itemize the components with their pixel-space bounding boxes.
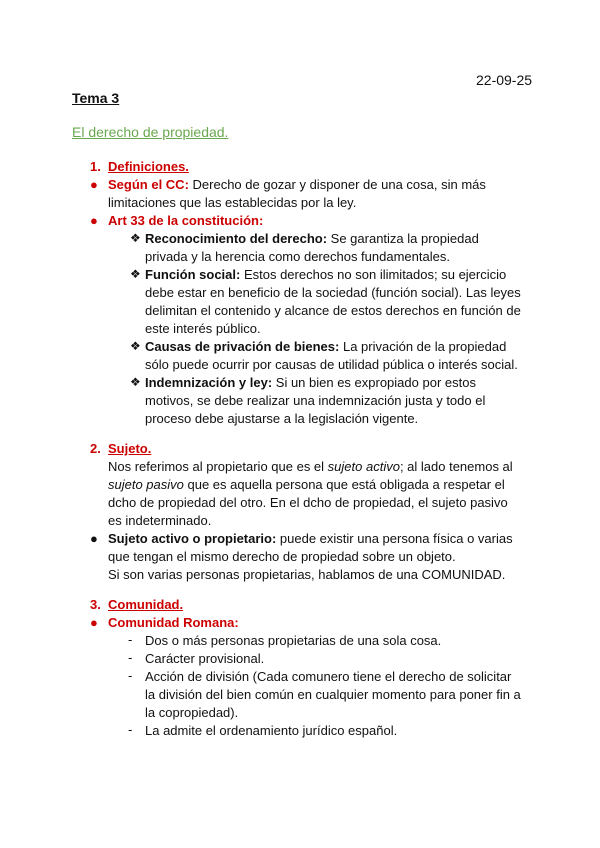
diamond-bullet-icon: ❖ [130,375,141,389]
sub-item-text: privada y la herencia como derechos fundamentales. [145,249,450,264]
dash-item-cont: la copropiedad). [145,705,239,720]
bullet-icon: ● [90,531,98,546]
diamond-bullet-icon: ❖ [130,339,141,353]
section-number: 2. [90,441,101,456]
sub-item-text: este interés público. [145,321,261,336]
dash-item-cont: la división del bien común en cualquier momento para poner fin a [145,687,521,702]
list-item-text: Si son varias personas propietarias, hablamos de una COMUNIDAD. [108,567,506,582]
diamond-bullet-icon: ❖ [130,267,141,281]
paragraph-line: es indeterminado. [108,513,212,528]
section-title-comunidad: Comunidad. [108,597,184,612]
list-item-sujeto-activo: Sujeto activo o propietario: puede existir una persona física o varias [108,531,513,546]
diamond-bullet-icon: ❖ [130,231,141,245]
section-title-definiciones: Definiciones. [108,159,189,174]
section-title-sujeto: Sujeto. [108,441,152,456]
topic-heading: Tema 3 [72,90,120,106]
dash-bullet-icon: - [128,650,133,665]
sub-item-indemnizacion: Indemnización y ley: Si un bien es expropiado por estos [145,375,476,390]
dash-item: Dos o más personas propietarias de una sola cosa. [145,633,442,648]
section-number: 1. [90,159,101,174]
sub-item-text: delimitan el contenido y alcance de estos derechos en función de [145,303,521,318]
list-item-comunidad-romana: Comunidad Romana: [108,615,239,630]
subject-title: El derecho de propiedad. [72,124,229,140]
sub-item-funcion-social: Función social: Estos derechos no son ilimitados; su ejercicio [145,267,507,282]
paragraph-line: Nos referimos al propietario que es el sujeto activo; al lado tenemos al [108,459,513,474]
sub-item-text: debe estar en beneficio de la sociedad (función social). Las leyes [145,285,521,300]
list-item-text: que tengan el mismo derecho de propiedad sobre un objeto. [108,549,456,564]
sub-item-reconocimiento: Reconocimiento del derecho: Se garantiza la propiedad [145,231,479,246]
document-date: 22-09-25 [476,72,533,88]
sub-item-text: sólo puede ocurrir por causas de utilidad pública o interés social. [145,357,518,372]
list-item-art33: Art 33 de la constitución: [108,213,264,228]
bullet-icon: ● [90,213,98,228]
bullet-icon: ● [90,177,98,192]
dash-item: Acción de división (Cada comunero tiene el derecho de solicitar [145,669,512,684]
bullet-icon: ● [90,615,98,630]
dash-item: Carácter provisional. [145,651,265,666]
dash-bullet-icon: - [128,668,133,683]
paragraph-line: dcho de propiedad del otro. En el dcho de propiedad, el sujeto pasivo [108,495,508,510]
paragraph-line: sujeto pasivo que es aquella persona que está obligada a respetar el [108,477,505,492]
dash-bullet-icon: - [128,632,133,647]
list-item-cc: Según el CC: Derecho de gozar y disponer de una cosa, sin más [108,177,486,192]
section-number: 3. [90,597,101,612]
list-item-cc-cont: limitaciones que las establecidas por la ley. [108,195,357,210]
sub-item-causas: Causas de privación de bienes: La privación de la propiedad [145,339,507,354]
sub-item-text: motivos, se debe realizar una indemnización justa y todo el [145,393,486,408]
dash-bullet-icon: - [128,722,133,737]
sub-item-text: proceso debe ajustarse a la legislación vigente. [145,411,419,426]
dash-item: La admite el ordenamiento jurídico español. [145,723,398,738]
